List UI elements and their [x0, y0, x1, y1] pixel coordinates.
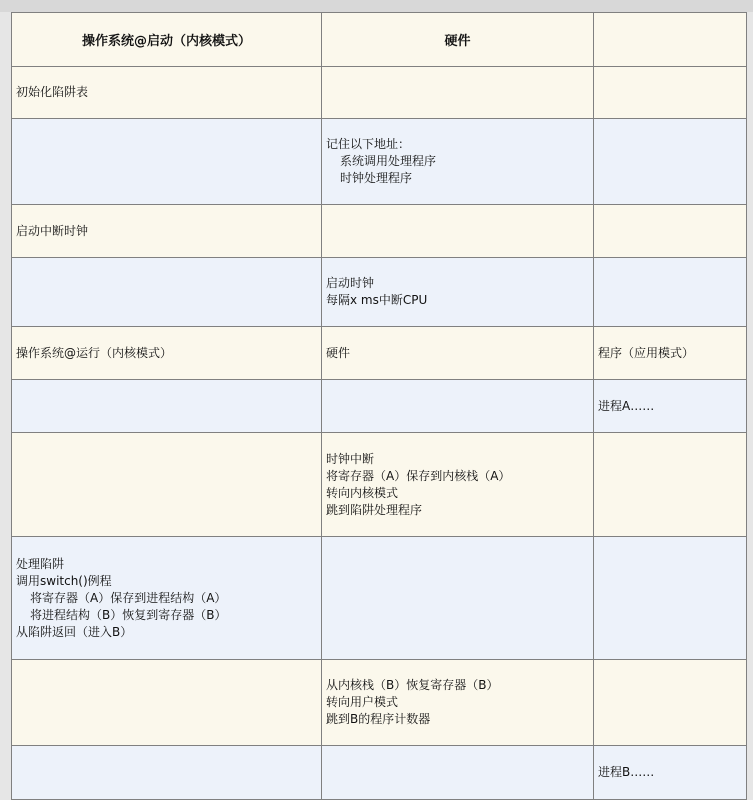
hw-cell: 记住以下地址： 系统调用处理程序 时钟处理程序	[322, 119, 594, 205]
table-row	[12, 119, 747, 205]
os-cell: 启动中断时钟	[12, 205, 322, 258]
table-row	[12, 258, 747, 327]
hw-cell	[322, 205, 594, 258]
table-row	[12, 433, 747, 537]
hw-cell: 从内核栈（B）恢复寄存器（B） 转向用户模式 跳到B的程序计数器	[322, 660, 594, 746]
hw-cell	[322, 380, 594, 433]
prog-cell: 进程A……	[594, 380, 747, 433]
protocol-table-wrapper	[11, 12, 746, 800]
lde-protocol-table	[11, 12, 747, 800]
prog-cell: 程序（应用模式）	[594, 327, 747, 380]
table-row	[12, 327, 747, 380]
table-row	[12, 205, 747, 258]
header-empty	[594, 13, 747, 67]
left-page-margin	[0, 12, 11, 800]
hw-cell: 启动时钟 每隔x ms中断CPU	[322, 258, 594, 327]
os-cell: 操作系统@运行（内核模式）	[12, 327, 322, 380]
hw-cell	[322, 746, 594, 800]
table-row	[12, 660, 747, 746]
os-cell	[12, 380, 322, 433]
os-cell	[12, 258, 322, 327]
os-cell	[12, 746, 322, 800]
prog-cell	[594, 67, 747, 119]
table-row	[12, 746, 747, 800]
header-row	[12, 13, 747, 67]
hw-cell	[322, 537, 594, 660]
header-os-boot: 操作系统@启动（内核模式）	[12, 13, 322, 67]
os-cell: 处理陷阱 调用switch()例程 将寄存器（A）保存到进程结构（A） 将进程结构（B）恢复到寄存器（B） 从陷阱返回（进入B）	[12, 537, 322, 660]
os-cell	[12, 660, 322, 746]
prog-cell	[594, 660, 747, 746]
prog-cell	[594, 258, 747, 327]
os-cell	[12, 119, 322, 205]
header-hardware: 硬件	[322, 13, 594, 67]
prog-cell	[594, 119, 747, 205]
hw-cell: 硬件	[322, 327, 594, 380]
prog-cell	[594, 537, 747, 660]
table-row	[12, 67, 747, 119]
os-cell	[12, 433, 322, 537]
hw-cell	[322, 67, 594, 119]
hw-cell: 时钟中断 将寄存器（A）保存到内核栈（A） 转向内核模式 跳到陷阱处理程序	[322, 433, 594, 537]
table-row	[12, 537, 747, 660]
os-cell: 初始化陷阱表	[12, 67, 322, 119]
prog-cell: 进程B……	[594, 746, 747, 800]
prog-cell	[594, 433, 747, 537]
table-row	[12, 380, 747, 433]
prog-cell	[594, 205, 747, 258]
